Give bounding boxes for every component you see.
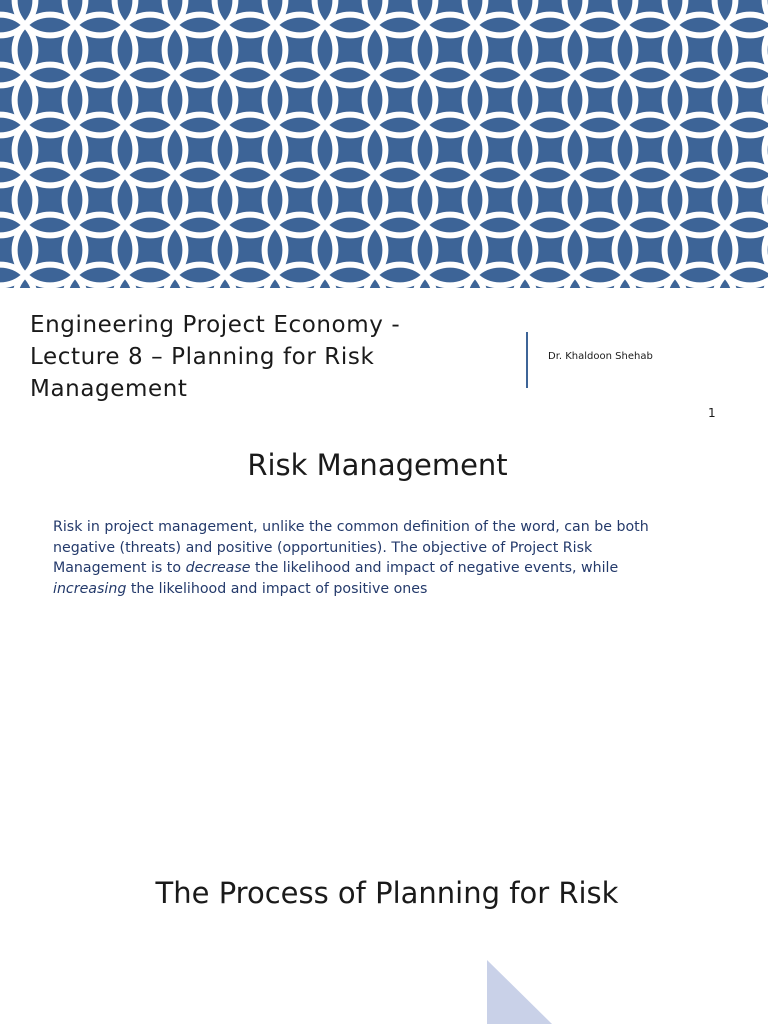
body-emphasis-decrease: decrease bbox=[185, 560, 251, 577]
author-name: Dr. Khaldoon Shehab bbox=[548, 351, 653, 362]
body-emphasis-increasing: increasing bbox=[53, 580, 127, 597]
slide-title-risk-management: Risk Management bbox=[247, 448, 508, 482]
page-number: 1 bbox=[708, 406, 716, 420]
body-text-3: the likelihood and impact of positive ones bbox=[126, 580, 428, 597]
body-text-2: the likelihood and impact of negative events, while bbox=[250, 560, 619, 577]
title-line-1: Engineering Project Economy - bbox=[30, 312, 401, 338]
body-text-1: Risk in project management, unlike the common definition of the word, can be both negative (threats) and positive (opportunities). The objective of Project Risk Management is to bbox=[53, 519, 649, 577]
triangle-shape bbox=[487, 960, 552, 1024]
title-line-3: Management bbox=[30, 376, 188, 402]
title-line-2: Lecture 8 – Planning for Risk bbox=[30, 344, 375, 370]
slide-title-planning-process: The Process of Planning for Risk bbox=[155, 876, 619, 910]
